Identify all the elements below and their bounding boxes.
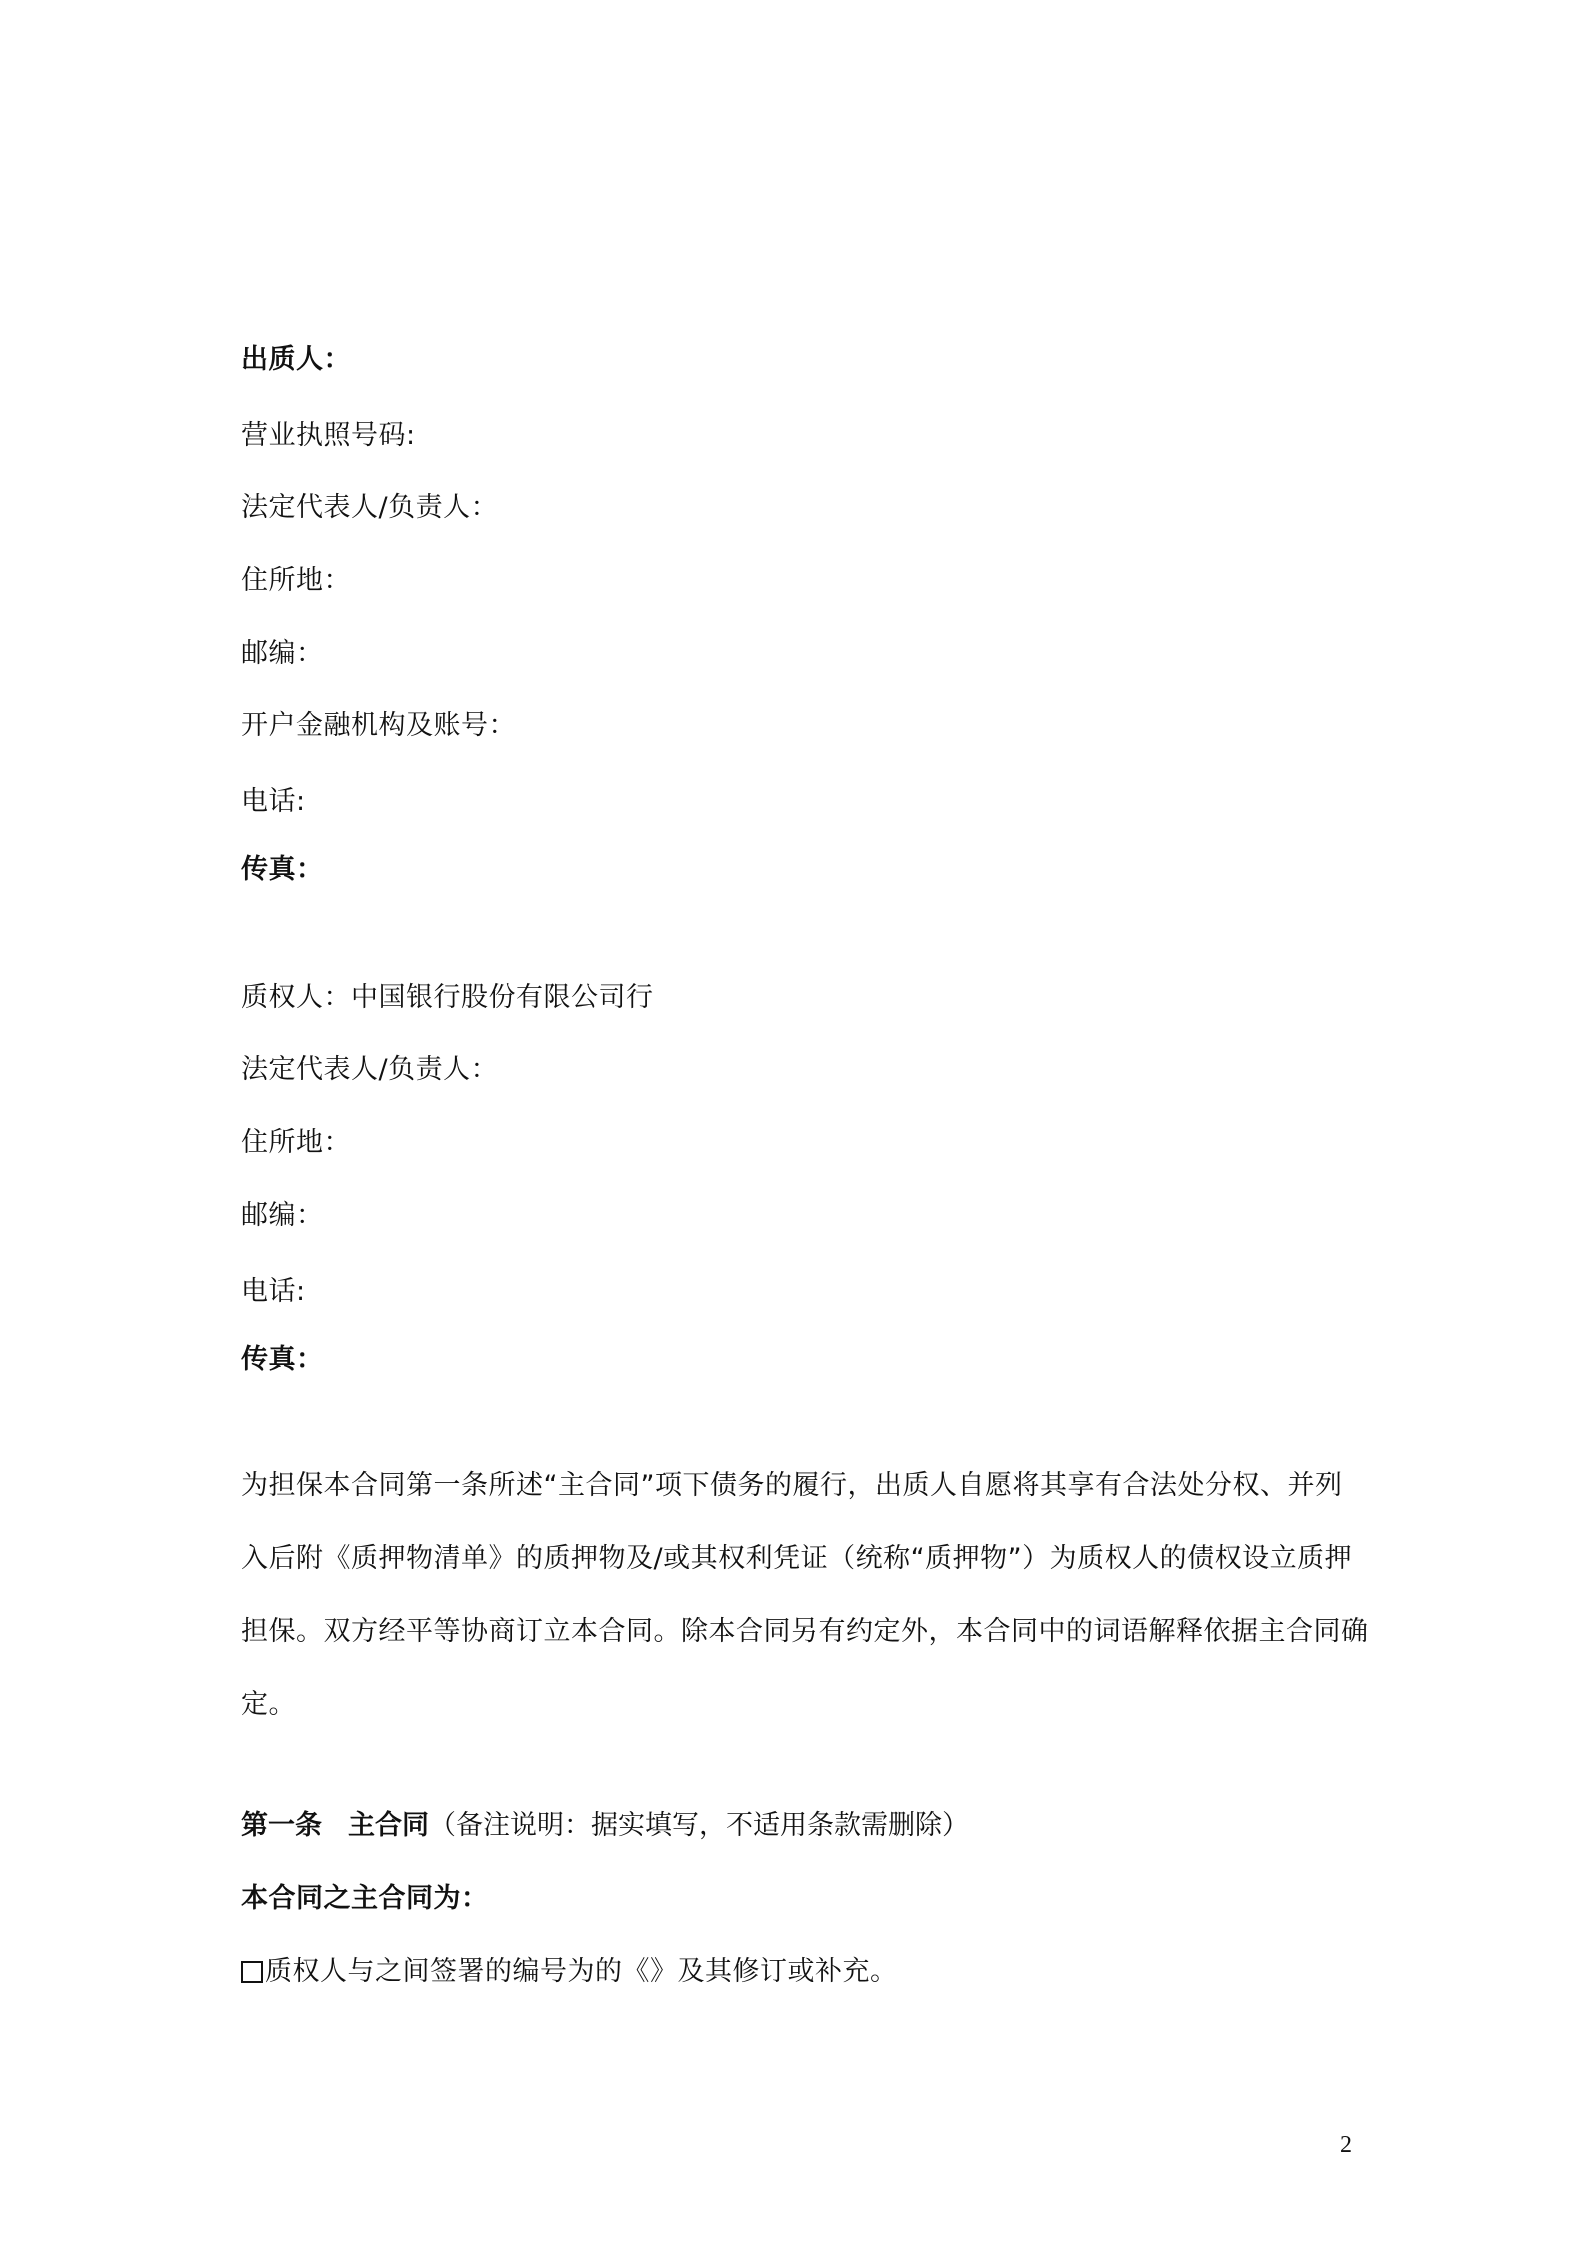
article-1-number: 第一条 [241, 1810, 322, 1841]
article-1-intro: 本合同之主合同为： [241, 1883, 489, 1914]
pledgee-postcode-field: 邮编： [241, 1200, 324, 1231]
pledgee-title: 质权人：中国银行股份有限公司行 [241, 982, 654, 1013]
pledgor-bank-account-field: 开户金融机构及账号： [241, 710, 516, 741]
pledgor-phone-field: 电话: [241, 786, 306, 817]
pledgee-fax-field: 传真： [241, 1344, 324, 1375]
preamble-line: 为担保本合同第一条所述“主合同”项下债务的履行，出质人自愿将其享有合法处分权、并列 [241, 1470, 1343, 1501]
pledgee-legal-rep-field: 法定代表人/负责人： [241, 1054, 499, 1085]
preamble-line: 担保。双方经平等协商订立本合同。除本合同另有约定外，本合同中的词语解释依据主合同确 [241, 1616, 1369, 1647]
preamble-line: 入后附《质押物清单》的质押物及/或其权利凭证（统称“质押物”）为质权人的债权设立质押 [241, 1543, 1353, 1574]
pledgor-fax-field: 传真： [241, 854, 324, 885]
article-1-note: （备注说明：据实填写，不适用条款需删除） [429, 1810, 969, 1841]
pledgee-address-field: 住所地： [241, 1127, 351, 1158]
article-1-name: 主合同 [348, 1810, 429, 1841]
preamble-line: 定。 [241, 1689, 296, 1720]
pledgee-phone-field: 电话: [241, 1276, 306, 1307]
preamble-paragraph [241, 1449, 1369, 1741]
article-1-option-text: 质权人与之间签署的编号为的《》及其修订或补充。 [265, 1956, 898, 1987]
article-1-option [241, 1955, 898, 1989]
pledgor-license-field: 营业执照号码: [241, 420, 416, 451]
page-number: 2 [1340, 2132, 1352, 2158]
pledgor-title: 出质人： [241, 344, 351, 375]
pledgor-address-field: 住所地： [241, 565, 351, 596]
article-1-heading [241, 1809, 969, 1843]
pledgor-legal-rep-field: 法定代表人/负责人： [241, 492, 499, 523]
pledgor-postcode-field: 邮编： [241, 638, 324, 669]
checkbox-icon[interactable] [241, 1961, 263, 1983]
